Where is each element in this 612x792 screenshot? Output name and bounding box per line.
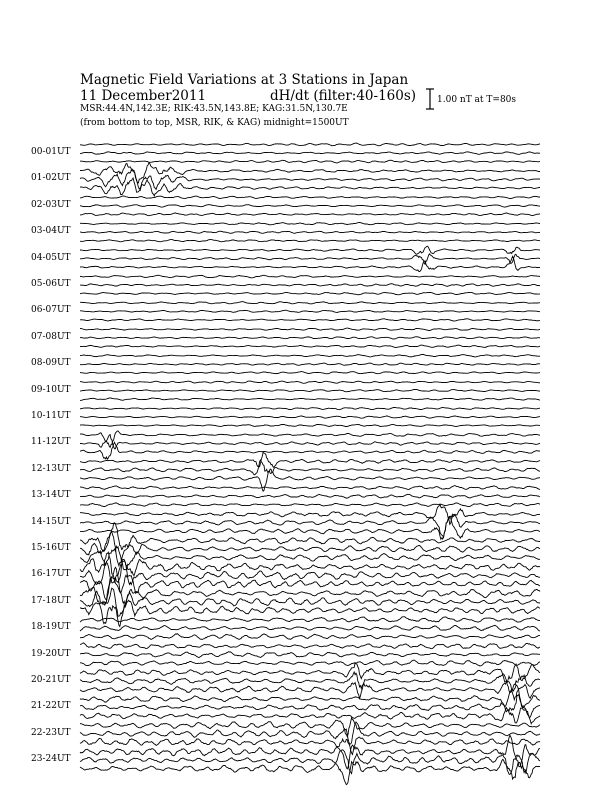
station-trace: [80, 424, 540, 426]
station-trace: [80, 196, 540, 199]
row-label: 16-17UT: [31, 569, 71, 580]
station-order-note: (from bottom to top, MSR, RIK, & KAG) midnight=1500UT: [80, 118, 349, 128]
row-label: 18-19UT: [31, 622, 71, 633]
station-trace: [80, 345, 540, 347]
row-label: 17-18UT: [31, 595, 71, 606]
station-trace: [80, 532, 540, 566]
station-trace: [80, 319, 540, 321]
row-label: 21-22UT: [31, 701, 71, 712]
scale-bar-label: 1.00 nT at T=80s: [437, 95, 517, 105]
row-label: 10-11UT: [31, 411, 71, 421]
row-label: 11-12UT: [31, 437, 71, 448]
row-label: 15-16UT: [31, 543, 71, 553]
station-trace: [80, 452, 540, 467]
row-label: 07-08UT: [31, 331, 71, 342]
station-trace: [80, 617, 540, 623]
station-trace: [80, 652, 540, 658]
station-trace: [80, 469, 540, 491]
station-coordinates: MSR:44.4N,142.3E; RIK:43.5N,143.8E; KAG:31.5N,130.7E: [80, 104, 348, 114]
station-trace: [80, 328, 540, 330]
station-trace: [80, 442, 540, 459]
station-trace: [80, 431, 540, 448]
station-trace: [80, 408, 540, 410]
station-trace: [80, 275, 540, 278]
trace-group: [80, 143, 540, 785]
station-trace: [80, 205, 540, 208]
row-label: 04-05UT: [31, 252, 71, 263]
station-trace: [80, 494, 540, 498]
station-trace: [80, 503, 540, 507]
station-trace: [80, 560, 540, 585]
station-trace: [80, 292, 540, 294]
row-label: 08-09UT: [31, 358, 71, 369]
row-label: 03-04UT: [31, 226, 71, 237]
row-label: 12-13UT: [31, 463, 71, 474]
station-trace: [80, 682, 540, 700]
station-trace: [80, 178, 540, 196]
station-trace: [80, 759, 540, 784]
station-trace: [80, 246, 540, 254]
station-trace: [80, 504, 540, 524]
station-trace: [80, 672, 540, 693]
row-label: 20-21UT: [31, 675, 71, 685]
station-trace: [80, 372, 540, 374]
row-label: 14-15UT: [31, 516, 71, 527]
station-trace: [80, 523, 540, 551]
station-trace: [80, 416, 540, 418]
station-trace: [80, 170, 540, 190]
station-trace: [80, 517, 540, 539]
station-trace: [80, 486, 540, 490]
row-label: 19-20UT: [31, 648, 71, 659]
row-label: 05-06UT: [31, 279, 71, 289]
station-trace: [80, 722, 540, 744]
station-trace: [80, 254, 540, 264]
row-label: 13-14UT: [31, 490, 71, 501]
station-trace: [80, 354, 540, 357]
station-trace: [80, 600, 540, 626]
filter-label: dH/dt (filter:40-160s): [270, 88, 417, 104]
scale-bar: [426, 89, 434, 109]
row-label: 02-03UT: [31, 199, 71, 210]
row-label: 23-24UT: [31, 754, 71, 765]
row-label: 00-01UT: [31, 147, 71, 157]
station-trace: [80, 213, 540, 216]
row-label: 01-02UT: [31, 173, 71, 184]
station-trace: [80, 143, 540, 146]
station-trace: [80, 625, 540, 631]
station-trace: [80, 567, 540, 600]
date-label: 11 December2011: [80, 88, 207, 104]
row-label: 06-07UT: [31, 305, 71, 316]
station-trace: [80, 514, 540, 537]
station-trace: [80, 577, 540, 605]
station-trace: [80, 643, 540, 649]
station-trace: [80, 435, 540, 449]
station-trace: [80, 152, 540, 155]
station-trace: [80, 398, 540, 400]
row-label: 09-10UT: [31, 384, 71, 395]
station-trace: [80, 718, 540, 737]
station-trace: [80, 546, 540, 570]
station-trace: [80, 223, 540, 225]
station-trace: [80, 363, 540, 365]
row-label: 22-23UT: [31, 727, 71, 738]
station-trace: [80, 389, 540, 391]
station-trace: [80, 708, 540, 724]
chart-title: Magnetic Field Variations at 3 Stations in Japan: [80, 72, 409, 88]
station-trace: [80, 302, 540, 304]
station-trace: [80, 381, 540, 383]
station-trace: [80, 660, 540, 666]
station-trace: [80, 735, 540, 769]
station-trace: [80, 634, 540, 640]
station-trace: [80, 663, 540, 682]
station-trace: [80, 337, 540, 339]
station-trace: [80, 310, 540, 312]
station-trace: [80, 231, 540, 233]
station-trace: [80, 240, 540, 242]
station-trace: [80, 284, 540, 287]
